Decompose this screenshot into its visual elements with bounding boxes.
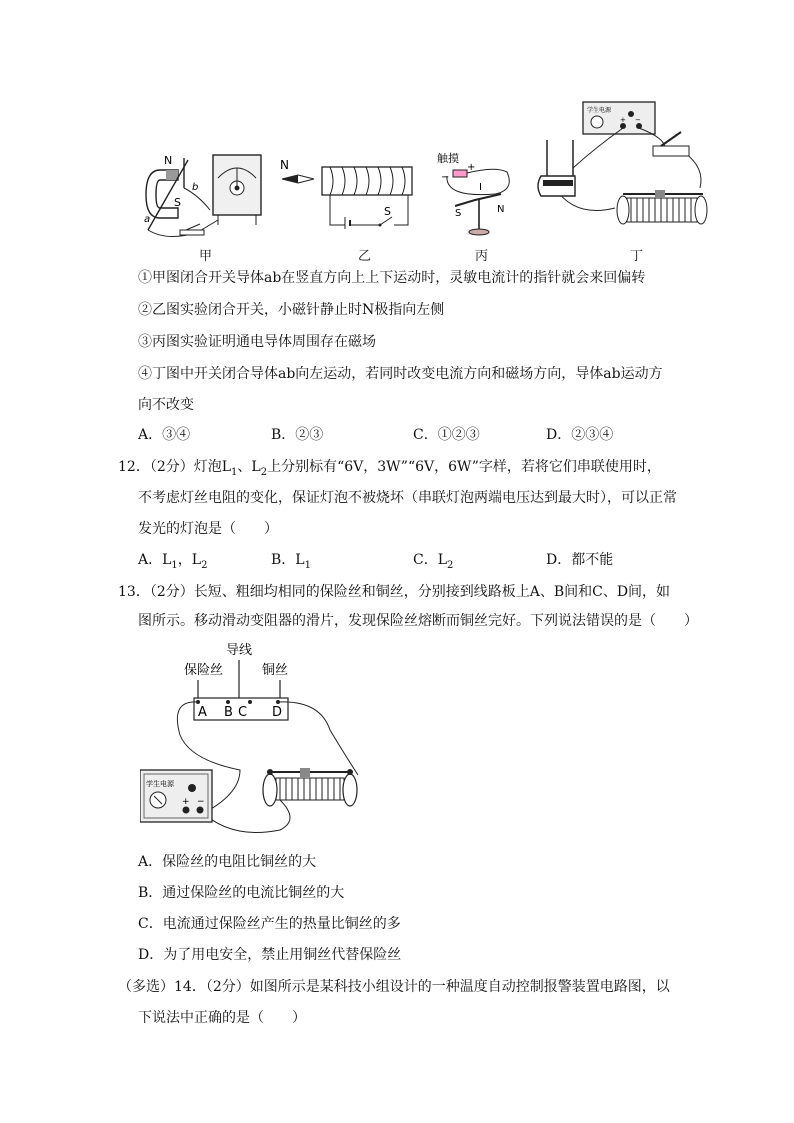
q11-option-a[interactable]: A．③④	[138, 427, 191, 443]
q12-option-a[interactable]: A．$L_1$，$L_2$	[138, 552, 208, 571]
q13-supply-label: 学生电源	[146, 780, 174, 788]
bing-label-i: I	[479, 182, 482, 193]
q12-line-2: 不考虑灯丝电阻的变化，保证灯泡不被烧坏（串联灯泡两端电压达到最大时），可以正常	[138, 490, 677, 506]
q13-option-c[interactable]: C．电流通过保险丝产生的热量比铜丝的多	[138, 916, 401, 932]
q12-option-c[interactable]: C．$L_2$	[413, 552, 454, 571]
q12-line-1: 12．（2分）灯泡$L_1$、$L_2$上分别标有“6V，3W”“6V，6W”字样，若将它们串联使用时，	[118, 459, 661, 478]
q12-option-b[interactable]: B．$L_1$	[271, 552, 311, 571]
figure-label-jia: 甲	[199, 249, 213, 264]
statement-4-cont: 向不改变	[138, 397, 194, 413]
q11-option-d[interactable]: D．②③④	[546, 427, 614, 443]
q13-option-a[interactable]: A．保险丝的电阻比铜丝的大	[138, 854, 317, 870]
bing-label-minus: −	[441, 172, 450, 183]
figure-label-ding: 丁	[630, 249, 644, 264]
ding-supply-label: 学生电源	[587, 107, 612, 114]
statement-4: ④丁图中开关闭合导体ab向左运动，若同时改变电流方向和磁场方向，导体ab运动方	[138, 366, 663, 382]
q13-line-1: 13．（2分）长短、粗细均相同的保险丝和铜丝，分别接到线路板上A、B间和C、D间，如	[118, 584, 671, 600]
figure-ding	[535, 98, 720, 243]
q13-option-d[interactable]: D．为了用电安全，禁止用铜丝代替保险丝	[138, 947, 402, 963]
ding-minus: −	[635, 116, 641, 124]
jia-label-s: S	[174, 196, 181, 209]
figure-yi	[280, 155, 420, 230]
figure-label-yi: 乙	[358, 249, 372, 264]
bing-label-n: N	[497, 204, 505, 215]
q14-line-1: （多选）14．（2分）如图所示是某科技小组设计的一种温度自动控制报警装置电路图，以	[118, 979, 670, 995]
yi-label-s: S	[384, 205, 391, 218]
q13-line-2: 图所示。移动滑动变阻器的滑片，发现保险丝熔断而铜丝完好。下列说法错误的是（ ）	[138, 613, 698, 629]
q13-label-wire: 导线	[226, 643, 253, 658]
bing-label-plus: +	[467, 162, 476, 173]
q14-line-2: 下说法中正确的是（ ）	[138, 1010, 306, 1026]
q13-label-d: D	[272, 705, 283, 720]
jia-label-b: b	[192, 182, 199, 193]
q13-label-c: C	[238, 705, 248, 720]
q13-label-fuse: 保险丝	[184, 663, 224, 678]
jia-label-a: a	[144, 214, 151, 225]
statement-2: ②乙图实验闭合开关，小磁针静止时N极指向左侧	[138, 302, 445, 318]
q13-label-a: A	[198, 705, 207, 720]
bing-label-s: S	[455, 208, 462, 219]
ding-plus: +	[620, 116, 626, 124]
figure-bing	[435, 150, 525, 240]
figure-q13-circuit	[140, 640, 370, 840]
statement-3: ③丙图实验证明通电导体周围存在磁场	[138, 334, 376, 350]
q13-plus: +	[182, 797, 190, 807]
q12-line-3: 发光的灯泡是（ ）	[138, 521, 278, 537]
q13-label-copper: 铜丝	[262, 663, 289, 678]
q12-option-d[interactable]: D．都不能	[546, 552, 614, 568]
bing-label-touch: 触摸	[437, 152, 459, 165]
figure-jia	[138, 150, 268, 245]
yi-label-n: N	[280, 158, 289, 172]
jia-label-n: N	[164, 154, 173, 167]
q13-minus: −	[197, 797, 205, 807]
figure-label-bing: 丙	[475, 249, 489, 264]
statement-1: ①甲图闭合开关导体ab在竖直方向上上下运动时，灵敏电流计的指针就会来回偏转	[138, 270, 646, 286]
q11-option-c[interactable]: C．①②③	[413, 427, 480, 443]
q13-option-b[interactable]: B．通过保险丝的电流比铜丝的大	[138, 885, 345, 901]
q13-label-b: B	[224, 705, 233, 720]
q11-option-b[interactable]: B．②③	[271, 427, 324, 443]
